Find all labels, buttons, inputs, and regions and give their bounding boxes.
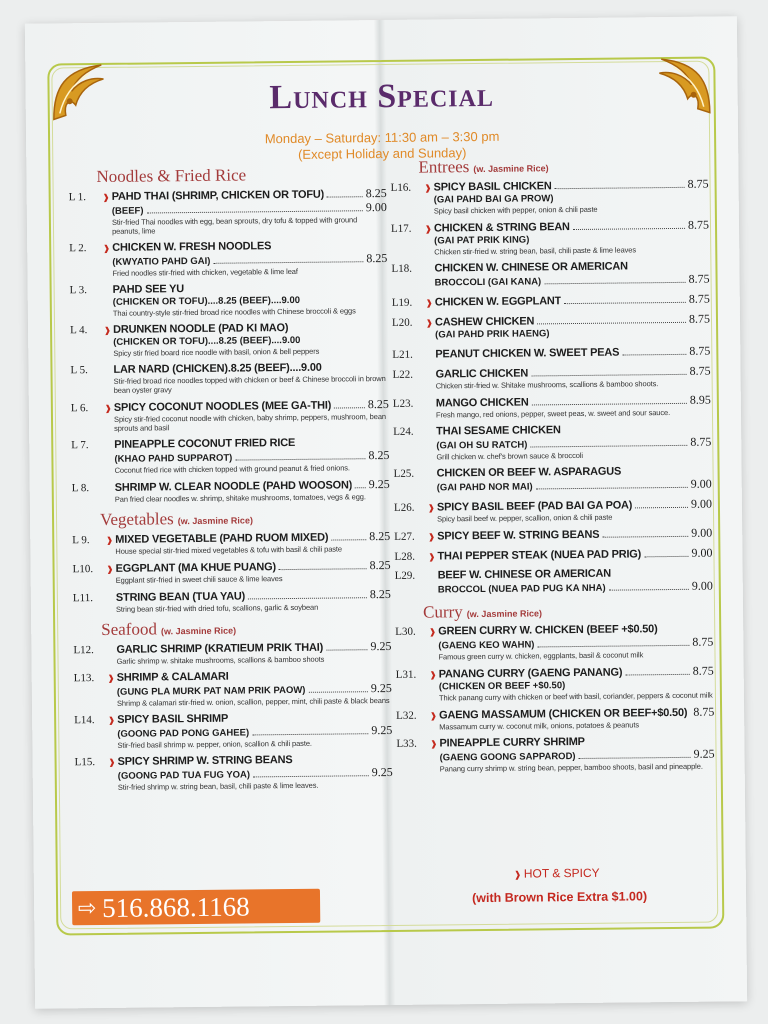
dot-leader — [602, 536, 688, 538]
item-code: L22. — [392, 368, 414, 381]
menu-item-row — [392, 345, 710, 362]
item-subtitle: (BEEF) — [111, 205, 144, 217]
chili-pepper-icon: ❱ — [430, 739, 438, 749]
item-description: Thick panang curry with chicken or beef with basil, coriander, peppers & coconut milk — [438, 690, 713, 703]
menu-item — [71, 436, 389, 475]
item-code: L12. — [73, 644, 94, 657]
chili-pepper-icon: ❱ — [108, 715, 115, 725]
item-price: 9.25 — [368, 476, 390, 492]
section-title: Vegetables (w. Jasmine Rice) — [99, 509, 253, 529]
menu-item — [70, 321, 388, 358]
chili-pepper-icon: ❱ — [103, 243, 110, 253]
item-name: CASHEW CHICKEN — [434, 315, 535, 329]
item-description: Spicy stir fried board rice noodle with basil, onion & bell peppers — [113, 346, 320, 358]
item-subtitle: (GAI PAHD NOR MAI) — [436, 481, 533, 494]
menu-item — [396, 706, 714, 732]
item-price: 9.00 — [365, 199, 387, 215]
item-code: L 6. — [70, 402, 89, 415]
dot-leader — [635, 507, 688, 509]
item-name: SPICY BASIL CHICKEN — [433, 180, 552, 194]
item-code: L30. — [395, 625, 416, 638]
dot-leader — [308, 691, 367, 693]
item-name: SPICY COCONUT NOODLES (MEE GA-THI) — [113, 399, 332, 414]
item-subtitle: (GOONG PAD PONG GAHEE) — [117, 727, 250, 740]
menu-item — [395, 623, 713, 662]
item-price: 8.75 — [687, 176, 709, 191]
item-description: Stir-fried broad rice noodles topped with chicken or beef & Chinese broccoli in brown bean oyster gravy — [113, 373, 386, 395]
item-subtitle: (CHICKEN OR BEEF +$0.50) — [438, 680, 566, 693]
dot-leader — [622, 354, 686, 356]
item-description: Eggplant stir-fried in sweet chili sauce & lime leaves — [115, 574, 283, 585]
dot-leader — [253, 775, 369, 777]
item-price: 9.00 — [691, 578, 713, 593]
item-description: Thai country-style stir-fried broad rice noodles with Chinese broccoli & eggs — [112, 306, 356, 318]
dot-leader — [532, 403, 687, 406]
item-name: PEANUT CHICKEN W. SWEET PEAS — [435, 346, 620, 361]
item-name: CHICKEN W. CHINESE OR AMERICAN — [434, 260, 628, 275]
item-price: 8.75 — [692, 634, 714, 649]
menu-item — [391, 219, 709, 257]
item-price: 8.25 — [369, 528, 391, 544]
item-price: 8.25 — [369, 586, 391, 602]
menu-item — [70, 281, 388, 318]
dot-leader — [331, 539, 366, 540]
item-description: Coconut fried rice with chicken topped with ground peanut & fried onions. — [114, 463, 350, 475]
dot-leader — [248, 597, 367, 599]
item-code: L 9. — [72, 534, 90, 547]
item-subtitle: (CHICKEN OR TOFU)....8.25 (BEEF)....9.00 — [113, 334, 301, 348]
item-name: CHICKEN & STRING BEAN — [433, 221, 570, 235]
chili-pepper-icon: ❱ — [430, 711, 437, 721]
hot-spicy-legend — [514, 866, 600, 881]
menu-item — [393, 394, 711, 420]
item-code: L24. — [393, 425, 414, 438]
chili-pepper-icon: ❱ — [429, 670, 437, 680]
item-name: THAI PEPPER STEAK (NUEA PAD PRIG) — [437, 548, 642, 563]
item-subtitle: BROCCOLI (GAI KANA) — [434, 276, 542, 289]
item-price: 9.25 — [371, 764, 393, 780]
menu-item — [392, 345, 710, 362]
item-name: CHICKEN W. EGGPLANT — [434, 295, 562, 309]
item-price: 8.25 — [365, 185, 387, 201]
item-description: Pan fried clear noodles w. shrimp, shitake mushrooms, tomatoes, vegs & egg. — [114, 492, 366, 504]
item-code: L28. — [394, 550, 416, 563]
item-subtitle: (GAENG GOONG SAPPAROD) — [439, 751, 576, 764]
arrow-right-icon: ⇨ — [77, 895, 97, 921]
menu-item — [391, 260, 709, 290]
dot-leader — [537, 645, 689, 648]
brown-rice-note: (with Brown Rice Extra $1.00) — [471, 889, 648, 906]
item-description: Stir-fried shrimp w. string bean, basil, chili paste & lime leaves. — [117, 780, 319, 792]
page-title: Lunch Special — [269, 76, 495, 117]
item-subtitle: (KWYATIO PAHD GAI) — [112, 255, 211, 268]
section-title: Entrees (w. Jasmine Rice) — [418, 157, 549, 177]
chili-pepper-icon: ❱ — [104, 403, 112, 413]
item-price: 8.25 — [367, 396, 389, 412]
item-description: Famous green curry w. chicken, eggplants, basil & coconut milk — [438, 650, 644, 662]
item-subtitle: (GAI PAHD BAI GA PROW) — [433, 193, 554, 206]
chili-pepper-icon: ❱ — [513, 869, 524, 880]
section-title: Noodles & Fried Rice — [96, 165, 247, 187]
item-name: LAR NARD (CHICKEN).8.25 (BEEF)....9.00 — [113, 361, 322, 376]
item-code: L 8. — [71, 482, 90, 495]
item-description: Spicy stir-fried coconut noodle with chicken, baby shrimp, peppers, mushroom, bean sprouts and basil — [113, 411, 386, 433]
item-name: MIXED VEGETABLE (PAHD RUOM MIXED) — [115, 531, 329, 546]
menu-item — [70, 361, 388, 395]
phone-number[interactable]: 516.868.1168 — [101, 890, 250, 923]
item-price: 8.75 — [687, 217, 710, 232]
item-code: L 5. — [70, 364, 88, 377]
dot-leader — [327, 196, 363, 197]
menu-item — [74, 711, 392, 750]
item-code: L 3. — [69, 284, 88, 297]
section-title: Curry (w. Jasmine Rice) — [422, 602, 542, 622]
item-code: L25. — [393, 467, 415, 480]
item-price: 9.00 — [691, 545, 713, 560]
item-description: String bean stir-fried with dried tofu, scallions, garlic & soybean — [115, 602, 319, 614]
menu-item — [394, 547, 712, 564]
item-price: 9.25 — [371, 722, 393, 738]
menu-item — [72, 478, 390, 504]
item-name: GARLIC SHRIMP (KRATIEUM PRIK THAI) — [116, 641, 324, 656]
item-code: L33. — [396, 737, 417, 750]
menu-item-row — [394, 527, 712, 544]
item-code: L21. — [392, 348, 413, 361]
item-name: SPICY BASIL SHRIMP — [117, 712, 229, 726]
menu-item — [391, 178, 709, 216]
menu-item-row — [392, 293, 710, 310]
section-note: (w. Jasmine Rice) — [177, 515, 253, 527]
item-description: Grill chicken w. chef's brown sauce & broccoli — [436, 450, 583, 462]
item-name: CHICKEN W. FRESH NOODLES — [112, 240, 272, 254]
menu-item — [73, 559, 391, 585]
chili-pepper-icon: ❱ — [106, 535, 114, 545]
item-code: L29. — [394, 569, 416, 582]
item-price: 8.95 — [689, 392, 711, 407]
menu-item — [75, 753, 393, 792]
item-description: Spicy basil beef w. pepper, scallion, onion & chili paste — [437, 512, 613, 524]
item-code: L14. — [74, 714, 95, 727]
left-column — [68, 160, 393, 798]
menu-item — [394, 498, 712, 524]
item-name: SPICY SHRIMP W. STRING BEANS — [117, 753, 293, 768]
item-code: L11. — [72, 592, 94, 605]
menu-item — [396, 665, 714, 703]
dot-leader — [147, 210, 363, 213]
menu-item-row — [394, 547, 712, 564]
item-description: Chicken stir-fried w. Shitake mushrooms, scallions & bamboo shoots. — [435, 379, 659, 391]
right-column — [390, 151, 715, 780]
section-note: (w. Jasmine Rice) — [160, 625, 237, 637]
item-code: L23. — [392, 397, 414, 410]
item-name: PINEAPPLE COCONUT FRIED RICE — [114, 436, 296, 451]
item-name: MANGO CHICKEN — [435, 396, 529, 410]
chili-pepper-icon: ❱ — [102, 192, 110, 202]
item-price: 8.25 — [366, 250, 388, 266]
dot-leader — [609, 589, 689, 591]
item-code: L16. — [390, 181, 412, 194]
chili-pepper-icon: ❱ — [428, 532, 436, 542]
item-price: 8.75 — [690, 434, 712, 449]
item-subtitle: (CHICKEN OR TOFU)....8.25 (BEEF)....9.00 — [112, 294, 301, 308]
dot-leader — [531, 374, 686, 377]
section-note: (w. Jasmine Rice) — [466, 608, 542, 620]
item-price: 9.25 — [693, 746, 715, 761]
item-name: GAENG MASSAMUM (CHICKEN OR BEEF+$0.50) — [439, 706, 688, 722]
menu-item — [392, 293, 710, 310]
item-description: Garlic shrimp w. shitake mushrooms, scallions & bamboo shoots — [116, 654, 325, 666]
item-name: SHRIMP W. CLEAR NOODLE (PAHD WOOSON) — [114, 479, 353, 494]
item-name: BEEF W. CHINESE OR AMERICAN — [437, 567, 611, 582]
chili-pepper-icon: ❱ — [107, 673, 115, 683]
dot-leader — [252, 733, 368, 735]
item-description: Chicken stir-fried w. string bean, basil, chili paste & lime leaves — [434, 245, 637, 257]
item-code: L19. — [391, 296, 413, 309]
item-code: L13. — [73, 672, 95, 685]
chili-pepper-icon: ❱ — [108, 757, 116, 767]
dot-leader — [355, 487, 366, 488]
item-subtitle: (KHAO PAHD SUPPAROT) — [114, 452, 233, 465]
item-price: 9.00 — [691, 525, 713, 540]
lunch-hours: Monday – Saturday: 11:30 am – 3:30 pm — [264, 128, 500, 147]
item-subtitle: (GAENG KEO WAHN) — [438, 639, 535, 652]
menu-item — [393, 423, 711, 462]
item-code: L10. — [72, 563, 94, 576]
dot-leader — [544, 282, 685, 284]
dot-leader — [334, 407, 365, 408]
chili-pepper-icon: ❱ — [428, 552, 436, 562]
item-name: THAI SESAME CHICKEN — [436, 424, 561, 438]
item-price: 8.75 — [688, 291, 710, 306]
item-description: Massamum curry w. coconut milk, onions, potatoes & peanuts — [439, 720, 640, 732]
chili-pepper-icon: ❱ — [104, 325, 111, 335]
item-code: L20. — [391, 316, 413, 329]
menu-sheet — [25, 16, 747, 1008]
item-price: 8.75 — [693, 704, 715, 719]
item-name: SHRIMP & CALAMARI — [116, 670, 229, 684]
chili-pepper-icon: ❱ — [425, 298, 433, 308]
item-description: Fried noodles stir-fried with chicken, vegetable & lime leaf — [112, 266, 298, 278]
item-subtitle-row — [392, 327, 710, 342]
item-description: Spicy basil chicken with pepper, onion & chili paste — [433, 204, 598, 216]
item-name: EGGPLANT (MA KHUE PUANG) — [115, 561, 277, 575]
item-price: 9.25 — [370, 638, 392, 654]
item-code: L18. — [391, 262, 412, 275]
dot-leader — [537, 322, 686, 325]
menu-item — [69, 239, 387, 278]
item-code: L 4. — [70, 324, 88, 337]
item-price: 8.75 — [688, 271, 710, 286]
dot-leader — [235, 458, 365, 460]
phone-number-box[interactable] — [72, 889, 320, 926]
dot-leader — [564, 302, 686, 304]
dot-leader — [555, 187, 685, 189]
item-name: PINEAPPLE CURRY SHRIMP — [439, 735, 585, 750]
menu-item — [392, 365, 710, 391]
item-description: House special stir-fried mixed vegetables & tofu with basil & chili paste — [115, 544, 342, 556]
hot-spicy-label: HOT & SPICY — [523, 865, 600, 881]
hours-exception: (Except Holiday and Sunday) — [297, 145, 467, 162]
item-code: L 1. — [68, 191, 87, 204]
menu-item — [394, 465, 712, 495]
item-description: Stir-fried basil shrimp w. pepper, onion, scallion & chili paste. — [117, 738, 312, 750]
item-name: PAHD SEE YU — [112, 283, 185, 296]
item-code: L32. — [396, 709, 417, 722]
item-name: DRUNKEN NOODLE (PAD KI MAO) — [113, 322, 289, 336]
item-code: L27. — [394, 530, 415, 543]
dot-leader — [625, 674, 689, 676]
item-code: L 7. — [71, 439, 89, 452]
menu-item — [395, 567, 713, 597]
menu-item — [71, 398, 389, 433]
menu-item — [73, 588, 391, 614]
chili-pepper-icon: ❱ — [424, 183, 432, 193]
item-name: GARLIC CHICKEN — [435, 367, 529, 381]
menu-item — [396, 735, 714, 774]
dot-leader — [644, 556, 688, 557]
dot-leader — [579, 757, 691, 759]
item-description: Fresh mango, red onions, pepper, sweet peas, w. sweet and sour sauce. — [435, 408, 671, 420]
item-price: 8.75 — [689, 363, 711, 378]
item-subtitle: (GAI PAT PRIK KING) — [434, 234, 530, 247]
item-price: 8.25 — [368, 447, 390, 463]
item-subtitle: BROCCOL (NUEA PAD PUG KA NHA) — [437, 582, 606, 596]
item-name: SPICY BASIL BEEF (PAD BAI GA POA) — [436, 499, 633, 514]
item-price: 8.75 — [692, 663, 714, 678]
menu-item — [73, 640, 391, 666]
item-name: CHICKEN OR BEEF W. ASPARAGUS — [436, 465, 622, 480]
item-subtitle: (GAI PAHD PRIK HAENG) — [435, 328, 550, 341]
item-price: 9.00 — [690, 496, 712, 511]
item-code: L17. — [390, 222, 412, 235]
item-description: Stir-fried Thai noodles with egg, bean sprouts, dry tofu & topped with ground peanuts, lime — [111, 215, 358, 236]
item-description: Panang curry shrimp w. string bean, pepper, bamboo shoots, basil and pineapple. — [439, 761, 703, 774]
menu-item — [69, 187, 387, 236]
item-subtitle: (GOONG PAD TUA FUG YOA) — [117, 769, 251, 782]
dot-leader — [279, 568, 367, 570]
menu-item — [74, 669, 392, 708]
dot-leader — [326, 649, 367, 650]
item-price: 9.25 — [370, 680, 392, 696]
item-code: L31. — [395, 668, 417, 681]
item-code: L 2. — [69, 242, 87, 255]
dot-leader — [536, 487, 688, 490]
item-price: 8.25 — [369, 557, 391, 573]
item-price: 9.00 — [690, 476, 712, 491]
item-name: PAHD THAI (SHRIMP, CHICKEN OR TOFU) — [111, 188, 325, 203]
item-price: 8.75 — [688, 311, 711, 326]
menu-item — [394, 527, 712, 544]
item-code: L26. — [393, 501, 415, 514]
dot-leader — [573, 228, 685, 230]
chili-pepper-icon: ❱ — [424, 224, 432, 234]
chili-pepper-icon: ❱ — [429, 627, 437, 637]
dot-leader — [530, 445, 687, 448]
dot-leader — [213, 261, 363, 264]
item-subtitle: (GUNG PLA MURK PAT NAM PRIK PAOW) — [116, 684, 306, 698]
item-description: Shrimp & calamari stir-fried w. onion, scallion, pepper, mint, chili paste & black beans — [116, 695, 390, 708]
chili-pepper-icon: ❱ — [106, 564, 114, 574]
item-name: GREEN CURRY W. CHICKEN (BEEF +$0.50) — [438, 623, 658, 638]
menu-item — [392, 313, 710, 342]
item-code: L15. — [74, 756, 96, 769]
item-subtitle: (GAI OH SU RATCH) — [436, 439, 528, 452]
item-name: PANANG CURRY (GAENG PANANG) — [438, 666, 623, 681]
chili-pepper-icon: ❱ — [425, 318, 433, 328]
section-note: (w. Jasmine Rice) — [473, 163, 549, 175]
item-name: STRING BEAN (TUA YAU) — [115, 590, 246, 604]
item-name: SPICY BEEF W. STRING BEANS — [437, 528, 600, 543]
menu-item — [72, 530, 390, 556]
section-title: Seafood (w. Jasmine Rice) — [101, 619, 237, 639]
item-price: 8.75 — [689, 343, 711, 358]
chili-pepper-icon: ❱ — [427, 503, 435, 513]
